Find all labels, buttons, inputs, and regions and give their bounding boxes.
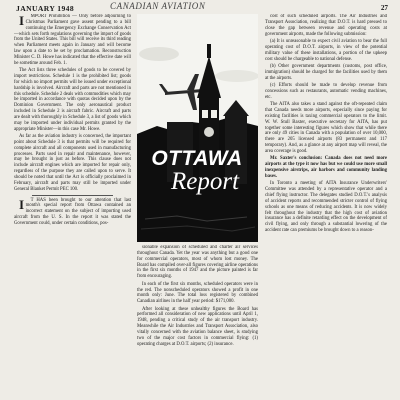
article-column-middle bbox=[137, 245, 258, 395]
ottawa-report-masthead-art bbox=[137, 14, 258, 242]
paragraph-operations: sionable expansion of scheduled and charter air services throughout Canada. Yet the year was anything but a good one for commercial operators, most of whom lost money. The Board has compiled over-all figures covering airline operations in the first six months of 1947 and the picture painted is far from encouraging. bbox=[137, 245, 258, 280]
parliament-tower-illustration bbox=[137, 14, 258, 242]
masthead-report: Report bbox=[170, 168, 240, 195]
section-divider bbox=[32, 195, 113, 196]
page-number: 27 bbox=[380, 4, 388, 12]
publication-name: CANADIAN AVIATION bbox=[110, 1, 206, 11]
paragraph-permits: As far as the aviation industry is concerned, the important point about Schedule 3 is that permits will be required for complete aircraft and all components used in manufacturing processes. Parts used in repair and maintenance, however, may be brought in just as before. This clause does not include aircraft engines which are imported for repair only, regardless of the purpose they are called upon to serve. It should be noted that until the Act is officially proclaimed in February, aircraft and parts may still be imported under General Blanket Permit PEC 100. bbox=[14, 134, 131, 192]
paragraph-point-b: (b) Other government departments (customs, post office, immigration) should be charged for the facilities used by them at the airports. bbox=[265, 63, 387, 81]
paragraph-schedules: The Act lists three schedules of goods to be covered by import restrictions. Schedule 1 is the prohibited list; goods for which no import permits will be issued under exceptional hardship is involved. Aircraft and parts are not mentioned in this schedule. Schedule 2 deals with commodities which may be imported in accordance with quotas decided upon by the Dominion Government. The only aeronautical product included in Schedule 2 is aircraft fabric. Aircraft and parts are dealt with thoroughly in Schedule 3, a list of goods which may be imported under individual permits granted by the appropriate Minister—in this case Mr. Howe. bbox=[14, 68, 131, 132]
article-column-right bbox=[265, 14, 387, 394]
paragraph-correction bbox=[14, 198, 131, 227]
masthead-ottawa: OTTAWA bbox=[151, 147, 243, 170]
paragraph-point-c: (c) Efforts should be made to develop revenue from concessions such as restaurants, automatic vending machines, etc. bbox=[265, 83, 387, 100]
paragraph-board-study: After looking at these unhealthy figures the Board has performed all consideration of new applications until April 1, 1948, pending a critical study of the air transport industry. Meanwhile the Air Industries and Transport Association, also vitally concerned with the aviation balance sheet, is studying two of the major cost factors in commercial flying: (1) operating charges at D.O.T. airports; (2) insurance. bbox=[137, 306, 258, 347]
paragraph-airport-costs: cost of such scheduled airports. The Air Industries and Transport Association, realizing that D.O.T. is hard pressed to close the gap between revenue and operating costs at government airports, made the following submission: bbox=[265, 14, 387, 37]
drop-cap: I bbox=[19, 14, 25, 28]
drop-cap: I bbox=[19, 196, 25, 212]
paragraph-losses: In each of the first six months, scheduled operators were in the red. The nonscheduled operators showed a profit in one month only: June. The total loss registered by combined Canadian airlines in the half year period: $171,000. bbox=[137, 281, 258, 305]
paragraph-import-prohibition bbox=[14, 14, 131, 67]
issue-date: JANUARY 1948 bbox=[16, 4, 75, 13]
article-column-left bbox=[14, 14, 131, 394]
paragraph-point-a: (a) It is unreasonable to expect civil aviation to bear the full operating cost of D.O.T. airports, in view of the potential military value of these installations, a portion of the upkeep cost should be chargeable to national defense. bbox=[265, 38, 387, 62]
paragraph-insurance: In Toronto a meeting of AITA Insurance Underwriters' Committee was attended by a representative operator and a chief flying instructor. The delegates studied D.O.T.'s analysis of accident reports and recommended stricter control of flying schools as one means of reducing accidents. It is now widely felt throughout the industry that the high cost of aviation insurance has a definite retarding effect on the development of civil flying, and only through a substantial lowering of the accident rate can premiums be brought down to a reason- bbox=[265, 181, 387, 234]
paragraph-conclusion: Mr. Saxter's conclusion: Canada does not need more airports at the type it now has but we could use more small inexpensive airstrips, air harbors and community landing bases. bbox=[265, 156, 387, 179]
paragraph-text: T HAS been brought to our attention that last month's special report from Ottawa contained an incorrect statement on the subject of importing used aircraft from the U. S. In the report it was stated the Government could, under certain conditions, pos- bbox=[14, 197, 131, 226]
paragraph-airport-count: The AITA also takes a stand against the oft-repeated claim that Canada needs more airports, especially since paying for existing facilities is taxing commercial operators to the limit. W. W. Stull Baxter, executive secretary for AITA, has put together some interesting figures which show that while there are only 49 cities in Canada with a population of over 10,000, there are 205 licensed airports (83 permanent and 117 temporary). And, as a glance at any airport map will reveal, the area coverage is good. bbox=[265, 102, 387, 154]
paragraph-text: MPORT Prohibition — Only before adjourning to Christmas Parliament gave assent pending to a bill continuing the Emergency Exchange Conservation Act—which sets forth regulations governing the import of goods from the United States. This bill will receive its third reading when Parliament meets again in January and will become law upon a date to be set by proclamation. Reconstruction Minister C. D. Howe has indicated that the effective date will be sometime around Feb. 1. bbox=[14, 14, 131, 66]
